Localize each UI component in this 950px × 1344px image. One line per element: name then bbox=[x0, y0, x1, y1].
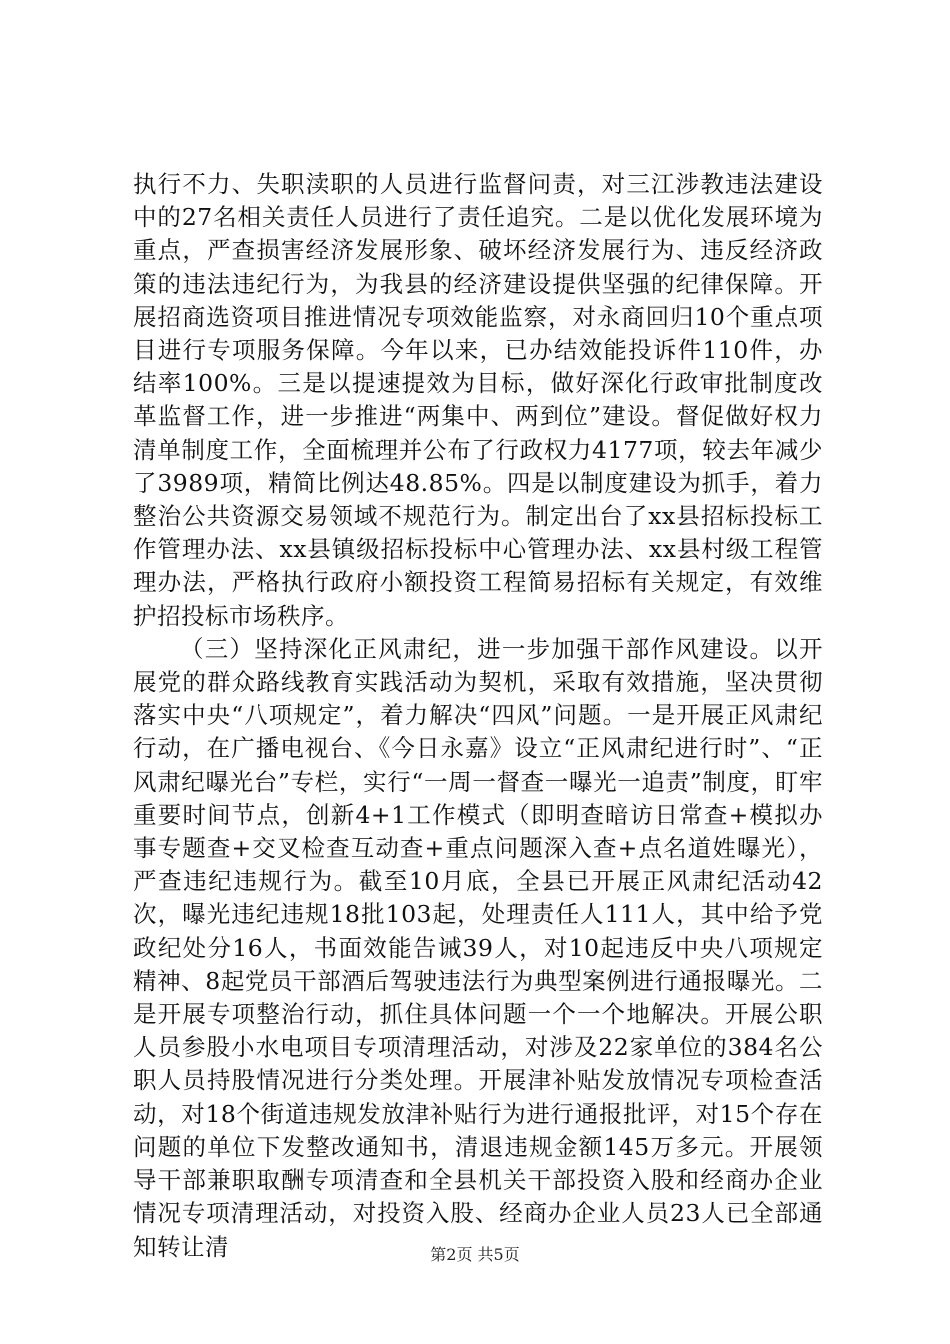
document-body bbox=[133, 168, 823, 1264]
paragraph-section-three: （三）坚持深化正风肃纪，进一步加强干部作风建设。以开展党的群众路线教育实践活动为契机，采取有效措施，坚决贯彻落实中央“八项规定”，着力解决“四风”问题。一是开展正风肃纪行动，在广播电视台、《今日永嘉》设立“正风肃纪进行时”、“正风肃纪曝光台”专栏，实行“一周一督查一曝光一追责”制度，盯牢重要时间节点，创新4+1工作模式（即明查暗访日常查+模拟办事专题查+交叉检查互动查+重点问题深入查+点名道姓曝光），严查违纪违规行为。截至10月底，全县已开展正风肃纪活动42次，曝光违纪违规18批103起，处理责任人111人，其中给予党政纪处分16人，书面效能告诫39人，对10起违反中央八项规定精神、8起党员干部酒后驾驶违法行为典型案例进行通报曝光。二是开展专项整治行动，抓住具体问题一个一个地解决。开展公职人员参股小水电项目专项清理活动，对涉及22家单位的384名公职人员持股情况进行分类处理。开展津补贴发放情况专项检查活动，对18个街道违规发放津补贴行为进行通报批评，对15个存在问题的单位下发整改通知书，清退违规金额145万多元。开展领导干部兼职取酬专项清查和全县机关干部投资入股和经商办企业情况专项清理活动，对投资入股、经商办企业人员23人已全部通知转让清 bbox=[133, 634, 823, 1261]
paragraph-continuation: 执行不力、失职渎职的人员进行监督问责，对三江涉教违法建设中的27名相关责任人员进行了责任追究。二是以优化发展环境为重点，严查损害经济发展形象、破坏经济发展行为、违反经济政策的违法违纪行为，为我县的经济建设提供坚强的纪律保障。开展招商选资项目推进情况专项效能监察，对永商回归10个重点项目进行专项服务保障。今年以来，已办结效能投诉件110件，办结率100%。三是以提速提效为目标，做好深化行政审批制度改革监督工作，进一步推进“两集中、两到位”建设。督促做好权力清单制度工作，全面梳理并公布了行政权力4177项，较去年减少了3989项，精简比例达48.85%。四是以制度建设为抓手，着力整治公共资源交易领域不规范行为。制定出台了xx县招标投标工作管理办法、xx县镇级招标投标中心管理办法、xx县村级工程管理办法，严格执行政府小额投资工程简易招标有关规定，有效维护招投标市场秩序。 bbox=[133, 170, 823, 630]
page-footer: 第2页 共5页 bbox=[430, 1245, 520, 1264]
